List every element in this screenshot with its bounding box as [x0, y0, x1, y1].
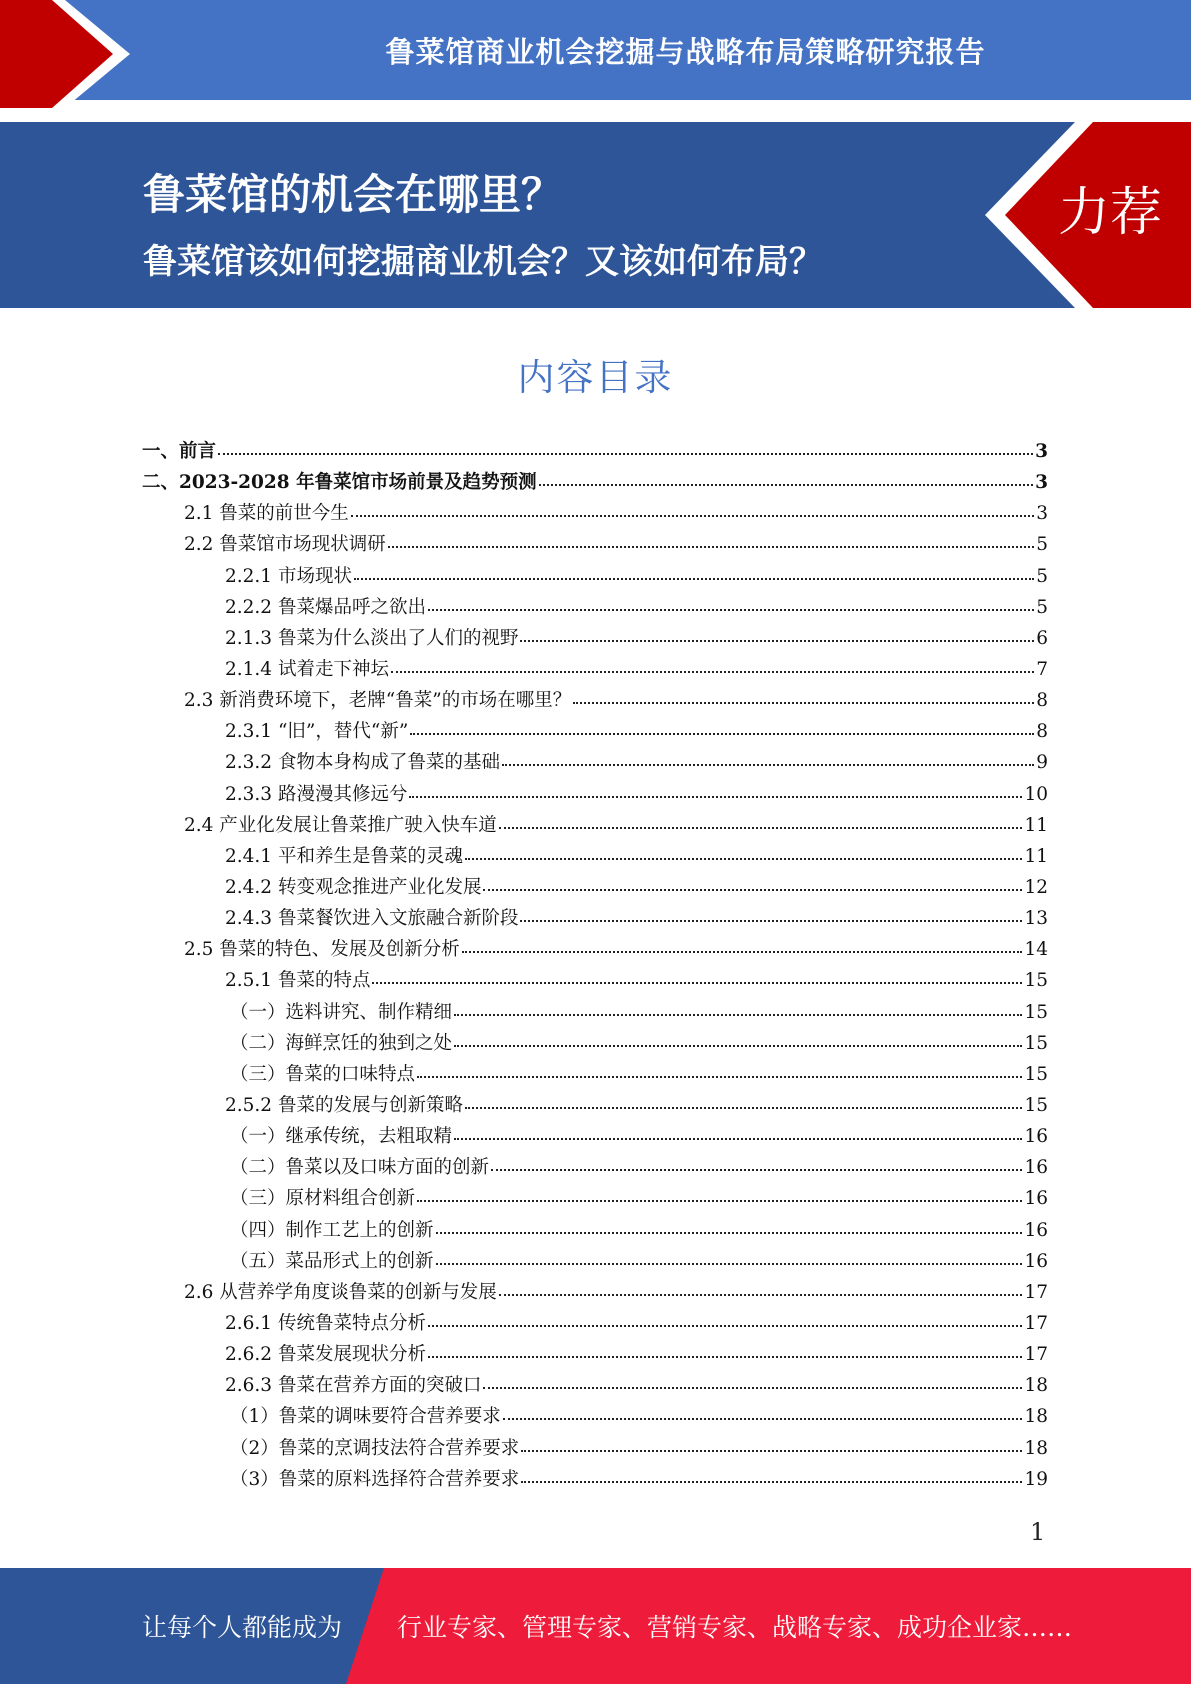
toc-entry-page: 18	[1024, 1375, 1048, 1397]
toc-entry[interactable]	[142, 1340, 1048, 1371]
toc-leader-dots	[409, 796, 1022, 798]
toc-entry-label: （一）选料讲究、制作精细	[230, 1001, 453, 1023]
toc-entry[interactable]	[142, 1122, 1048, 1153]
toc-entry-page: 15	[1024, 1063, 1048, 1085]
toc-entry-page: 14	[1024, 939, 1048, 961]
toc-entry[interactable]	[142, 842, 1048, 873]
toc-entry[interactable]	[142, 468, 1048, 499]
toc-entry-label: （1）鲁菜的调味要符合营养要求	[230, 1406, 501, 1428]
toc-entry[interactable]	[142, 873, 1048, 904]
toc-entry[interactable]	[142, 935, 1048, 966]
toc-entry[interactable]	[142, 686, 1048, 717]
toc-entry-label: 2.4.3 鲁菜餐饮进入文旅融合新阶段	[225, 908, 519, 930]
toc-entry-label: 2.4 产业化发展让鲁菜推广驶入快车道	[184, 814, 497, 836]
toc-entry[interactable]	[142, 1091, 1048, 1122]
toc-entry-label: （三）鲁菜的口味特点	[230, 1063, 416, 1085]
toc-leader-dots	[520, 640, 1034, 642]
toc-entry-page: 15	[1024, 1094, 1048, 1116]
toc-entry-page: 10	[1024, 783, 1048, 805]
toc-leader-dots	[436, 1232, 1023, 1234]
toc-leader-dots	[465, 1107, 1022, 1109]
toc-entry-label: 2.3.1 “旧”，替代“新”	[225, 721, 409, 743]
toc-entry-label: 2.4.1 平和养生是鲁菜的灵魂	[225, 845, 463, 867]
toc-entry-label: 2.6.2 鲁菜发展现状分析	[225, 1344, 426, 1366]
toc-entry[interactable]	[142, 437, 1048, 468]
toc-leader-dots	[539, 484, 1034, 486]
toc-entry[interactable]	[142, 1309, 1048, 1340]
toc-entry-page: 6	[1036, 627, 1048, 649]
toc-entry[interactable]	[142, 904, 1048, 935]
toc-leader-dots	[462, 951, 1023, 953]
toc-entry-label: 2.1.4 试着走下神坛	[225, 658, 389, 680]
toc-leader-dots	[573, 702, 1034, 704]
toc-entry-label: 2.6 从营养学角度谈鲁菜的创新与发展	[184, 1281, 497, 1303]
toc-leader-dots	[521, 1450, 1022, 1452]
toc-leader-dots	[354, 578, 1034, 580]
toc-entry[interactable]	[142, 1060, 1048, 1091]
toc-entry-label: 2.3.3 路漫漫其修远兮	[225, 783, 408, 805]
toc-entry[interactable]	[142, 717, 1048, 748]
toc-entry[interactable]	[142, 1153, 1048, 1184]
toc-leader-dots	[499, 827, 1023, 829]
report-title: 鲁菜馆商业机会挖掘与战略布局策略研究报告	[385, 34, 986, 69]
toc-entry-label: 2.3 新消费环境下，老牌“鲁菜”的市场在哪里？	[184, 690, 572, 712]
toc-entry-page: 3	[1036, 503, 1048, 525]
toc-entry[interactable]	[142, 1465, 1048, 1496]
toc-entry[interactable]	[142, 1184, 1048, 1215]
toc-leader-dots	[372, 982, 1022, 984]
toc-entry-label: 2.1.3 鲁菜为什么淡出了人们的视野	[225, 627, 519, 649]
toc-entry[interactable]	[142, 780, 1048, 811]
toc-entry[interactable]	[142, 1029, 1048, 1060]
toc-list	[142, 437, 1048, 1496]
toc-leader-dots	[436, 1263, 1023, 1265]
toc-entry[interactable]	[142, 530, 1048, 561]
footer-slogan-right: 行业专家、管理专家、营销专家、战略专家、成功企业家……	[397, 1613, 1073, 1642]
toc-leader-dots	[388, 546, 1034, 548]
footer-slogan-left: 让每个人都能成为	[142, 1613, 343, 1642]
toc-leader-dots	[428, 1325, 1022, 1327]
toc-entry-label: 2.5.1 鲁菜的特点	[225, 970, 371, 992]
toc-entry-label: 一、前言	[142, 441, 217, 462]
toc-entry-page: 18	[1024, 1437, 1048, 1459]
toc-entry[interactable]	[142, 1371, 1048, 1402]
hero-question-1: 鲁菜馆的机会在哪里？	[143, 170, 564, 219]
toc-entry-page: 16	[1024, 1219, 1048, 1241]
toc-entry-label: （2）鲁菜的烹调技法符合营养要求	[230, 1437, 520, 1459]
toc-entry[interactable]	[142, 624, 1048, 655]
toc-entry-page: 13	[1024, 908, 1048, 930]
toc-entry-page: 3	[1035, 472, 1048, 494]
toc-leader-dots	[410, 733, 1034, 735]
toc-entry-page: 8	[1036, 690, 1048, 712]
toc-entry-label: 2.5.2 鲁菜的发展与创新策略	[225, 1094, 463, 1116]
toc-leader-dots	[502, 764, 1034, 766]
toc-leader-dots	[454, 1045, 1022, 1047]
toc-entry-label: （一）继承传统，去粗取精	[230, 1126, 453, 1148]
toc-leader-dots	[428, 1356, 1022, 1358]
toc-leader-dots	[391, 671, 1034, 673]
toc-entry-page: 8	[1036, 721, 1048, 743]
toc-entry-page: 16	[1024, 1157, 1048, 1179]
footer-banner	[0, 1568, 1191, 1684]
recommend-badge: 力荐	[1058, 183, 1163, 243]
toc-entry-label: 2.6.1 传统鲁菜特点分析	[225, 1312, 426, 1334]
toc-entry-label: 二、2023-2028 年鲁菜馆市场前景及趋势预测	[142, 472, 537, 494]
toc-entry-label: 2.2.2 鲁菜爆品呼之欲出	[225, 596, 426, 618]
toc-entry-label: （三）原材料组合创新	[230, 1188, 416, 1210]
toc-entry-page: 17	[1024, 1312, 1048, 1334]
toc-entry-page: 16	[1024, 1250, 1048, 1272]
toc-entry[interactable]	[142, 1247, 1048, 1278]
toc-entry[interactable]	[142, 1434, 1048, 1465]
toc-entry[interactable]	[142, 562, 1048, 593]
toc-leader-dots	[417, 1076, 1022, 1078]
toc-leader-dots	[521, 1481, 1022, 1483]
toc-entry-page: 5	[1036, 565, 1048, 587]
toc-entry-label: 2.3.2 食物本身构成了鲁菜的基础	[225, 752, 500, 774]
toc-entry[interactable]	[142, 593, 1048, 624]
toc-entry-page: 16	[1024, 1126, 1048, 1148]
toc-entry-page: 7	[1036, 658, 1048, 680]
toc-leader-dots	[417, 1200, 1022, 1202]
toc-entry-label: （3）鲁菜的原料选择符合营养要求	[230, 1468, 520, 1490]
toc-leader-dots	[465, 858, 1022, 860]
toc-entry-page: 11	[1024, 845, 1048, 867]
toc-entry[interactable]	[142, 1278, 1048, 1309]
toc-leader-dots	[454, 1138, 1022, 1140]
toc-entry-page: 17	[1024, 1281, 1048, 1303]
toc-title: 内容目录	[517, 356, 674, 399]
hero-question-2: 鲁菜馆该如何挖掘商业机会？又该如何布局？	[143, 242, 823, 282]
toc-leader-dots	[218, 453, 1033, 455]
toc-leader-dots	[454, 1014, 1022, 1016]
toc-entry-page: 15	[1024, 1001, 1048, 1023]
toc-entry-label: 2.1 鲁菜的前世今生	[184, 503, 349, 525]
toc-entry-label: 2.2 鲁菜馆市场现状调研	[184, 534, 386, 556]
toc-entry-label: 2.5 鲁菜的特色、发展及创新分析	[184, 939, 460, 961]
toc-leader-dots	[351, 515, 1034, 517]
toc-leader-dots	[483, 889, 1022, 891]
toc-entry-label: 2.2.1 市场现状	[225, 565, 352, 587]
toc-leader-dots	[491, 1169, 1022, 1171]
toc-entry-page: 5	[1036, 596, 1048, 618]
toc-entry-page: 17	[1024, 1344, 1048, 1366]
toc-entry[interactable]	[142, 499, 1048, 530]
toc-entry-label: （四）制作工艺上的创新	[230, 1219, 434, 1241]
toc-entry-page: 15	[1024, 970, 1048, 992]
toc-entry[interactable]	[142, 966, 1048, 997]
toc-leader-dots	[499, 1294, 1023, 1296]
toc-entry[interactable]	[142, 748, 1048, 779]
toc-entry-page: 9	[1036, 752, 1048, 774]
hero-banner	[0, 122, 1191, 308]
toc-leader-dots	[520, 920, 1022, 922]
toc-entry-label: 2.6.3 鲁菜在营养方面的突破口	[225, 1375, 482, 1397]
toc-entry-label: （二）海鲜烹饪的独到之处	[230, 1032, 453, 1054]
toc-entry[interactable]	[142, 1402, 1048, 1433]
toc-entry-label: （五）菜品形式上的创新	[230, 1250, 434, 1272]
toc-entry[interactable]	[142, 998, 1048, 1029]
toc-entry-label: （二）鲁菜以及口味方面的创新	[230, 1157, 490, 1179]
toc-entry-page: 16	[1024, 1188, 1048, 1210]
toc-entry-page: 5	[1036, 534, 1048, 556]
toc-leader-dots	[483, 1387, 1022, 1389]
toc-entry-page: 15	[1024, 1032, 1048, 1054]
toc-entry-page: 18	[1024, 1406, 1048, 1428]
top-banner	[0, 0, 1191, 112]
page-number: 1	[1030, 1518, 1046, 1546]
toc-entry-page: 3	[1035, 441, 1048, 462]
toc-entry-page: 12	[1024, 876, 1048, 898]
toc-leader-dots	[428, 609, 1034, 611]
toc-entry[interactable]	[142, 655, 1048, 686]
toc-entry[interactable]	[142, 811, 1048, 842]
toc-entry-label: 2.4.2 转变观念推进产业化发展	[225, 876, 482, 898]
toc-entry-page: 11	[1024, 814, 1048, 836]
toc-entry[interactable]	[142, 1216, 1048, 1247]
toc-entry-page: 19	[1024, 1468, 1048, 1490]
toc-leader-dots	[503, 1418, 1023, 1420]
